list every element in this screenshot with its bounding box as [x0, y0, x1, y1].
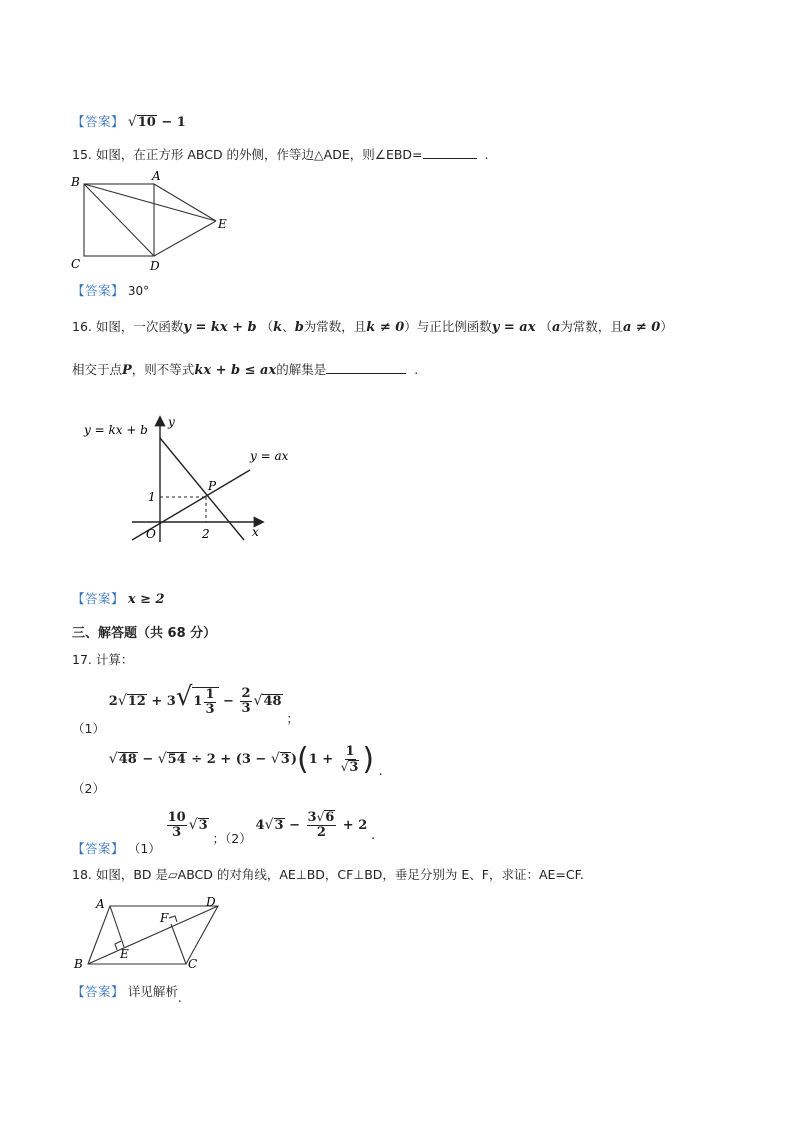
period: .: [177, 991, 182, 1005]
text: ）: [660, 319, 673, 334]
label-D: D: [206, 895, 216, 909]
figure-parallelogram-abcd: [70, 894, 226, 974]
period: .: [484, 147, 489, 162]
text: （: [260, 319, 274, 334]
label-A: A: [96, 897, 105, 911]
formula-proportional: y = ax: [491, 320, 536, 335]
answer-18: [72, 982, 182, 1005]
text: ，则不等式: [131, 362, 195, 377]
answer-15: [72, 281, 149, 299]
formula-linear: y = kx + b: [183, 320, 257, 335]
answer-value: 详见解析: [127, 984, 178, 999]
origin-label: O: [146, 527, 156, 541]
label-F: F: [160, 911, 169, 925]
period: .: [371, 826, 376, 842]
figure-square-abcd: [66, 170, 236, 274]
label-E: E: [218, 217, 227, 231]
answer-value: √10 − 1: [127, 114, 186, 130]
period: .: [414, 362, 419, 377]
text: 的解集是: [276, 362, 327, 377]
inequality: kx + b ≤ ax: [194, 363, 277, 378]
answer-16: [72, 589, 165, 607]
x-axis-label: x: [252, 525, 259, 539]
expression-1: 2√12 + 3√1 $\frac{1}{3}$ − $\frac{2}{3}$ √48: [108, 682, 282, 717]
text: 为常数，且: [303, 319, 367, 334]
question-15-text: 15. 如图，在正方形 ABCD 的外侧，作等边△ADE，则∠EBD=: [72, 147, 423, 162]
question-17-part1: [72, 682, 299, 736]
question-18: 18. 如图，BD 是▱ABCD 的对角线，AE⊥BD，CF⊥BD，垂足分别为 E、F，求证：AE=CF.: [72, 867, 584, 882]
text: （: [539, 319, 552, 334]
answer-part-number: （1）: [127, 840, 161, 856]
part-number: （2）: [72, 781, 105, 796]
condition-k: k ≠ 0: [366, 320, 405, 335]
label-line-ax: y = ax: [250, 449, 289, 463]
part-number: （1）: [72, 721, 105, 736]
answer-expression-1: $\frac{10}{3}$ √3: [167, 809, 208, 840]
question-15: [72, 146, 488, 164]
text: ）与正比例函数: [404, 319, 492, 334]
point-P: P: [122, 363, 132, 378]
var-k: k: [273, 320, 283, 335]
answer-part-number: ；（2）: [212, 830, 252, 846]
answer-blank: [423, 146, 477, 159]
label-D: D: [150, 259, 160, 273]
text: 为常数，且: [560, 319, 623, 334]
answer-tag: 【答案】: [72, 283, 125, 298]
label-E: E: [120, 947, 129, 961]
condition-a: a ≠ 0: [622, 320, 661, 335]
period: .: [378, 763, 383, 778]
answer-value: x ≥ 2: [127, 592, 165, 607]
answer-value: 30°: [127, 284, 150, 298]
question-17-title: 17. 计算：: [72, 652, 134, 667]
answer-tag: 【答案】: [72, 840, 125, 856]
answer-blank: [326, 361, 406, 374]
question-16-line1: [72, 318, 673, 337]
var-b: b: [294, 320, 304, 335]
label-line-kxb: y = kx + b: [84, 423, 148, 437]
expression-2: √48 − √54 ÷ 2 + (3 − √3)(1 + $\frac{1}{√3}$ ): [108, 742, 375, 777]
answer-expression-2: 4√3 − $\frac{3√6}{2}$ + 2: [255, 810, 368, 840]
answer-17: [72, 809, 376, 856]
question-16-line2: [72, 361, 418, 380]
answer-tag: 【答案】: [72, 984, 125, 999]
point-P-label: P: [208, 479, 217, 493]
answer-tag: 【答案】: [72, 591, 125, 606]
text: 、: [282, 319, 295, 334]
semicolon: ；: [286, 711, 299, 726]
answer-14: [72, 112, 186, 130]
figure-function-graph: [80, 410, 310, 550]
text: 相交于点: [72, 362, 123, 377]
text: 16. 如图，一次函数: [72, 319, 184, 334]
answer-tag: 【答案】: [72, 114, 125, 129]
label-A: A: [152, 170, 161, 183]
var-a: a: [551, 320, 561, 335]
y-axis-label: y: [168, 415, 175, 429]
label-C: C: [71, 257, 81, 271]
tick-y-label: 1: [148, 490, 156, 504]
label-B: B: [74, 957, 83, 971]
label-C: C: [188, 957, 198, 971]
tick-x-label: 2: [202, 527, 210, 541]
question-17-part2: [72, 742, 383, 796]
section-title: 三、解答题（共 68 分）: [72, 626, 217, 641]
label-B: B: [71, 175, 80, 189]
